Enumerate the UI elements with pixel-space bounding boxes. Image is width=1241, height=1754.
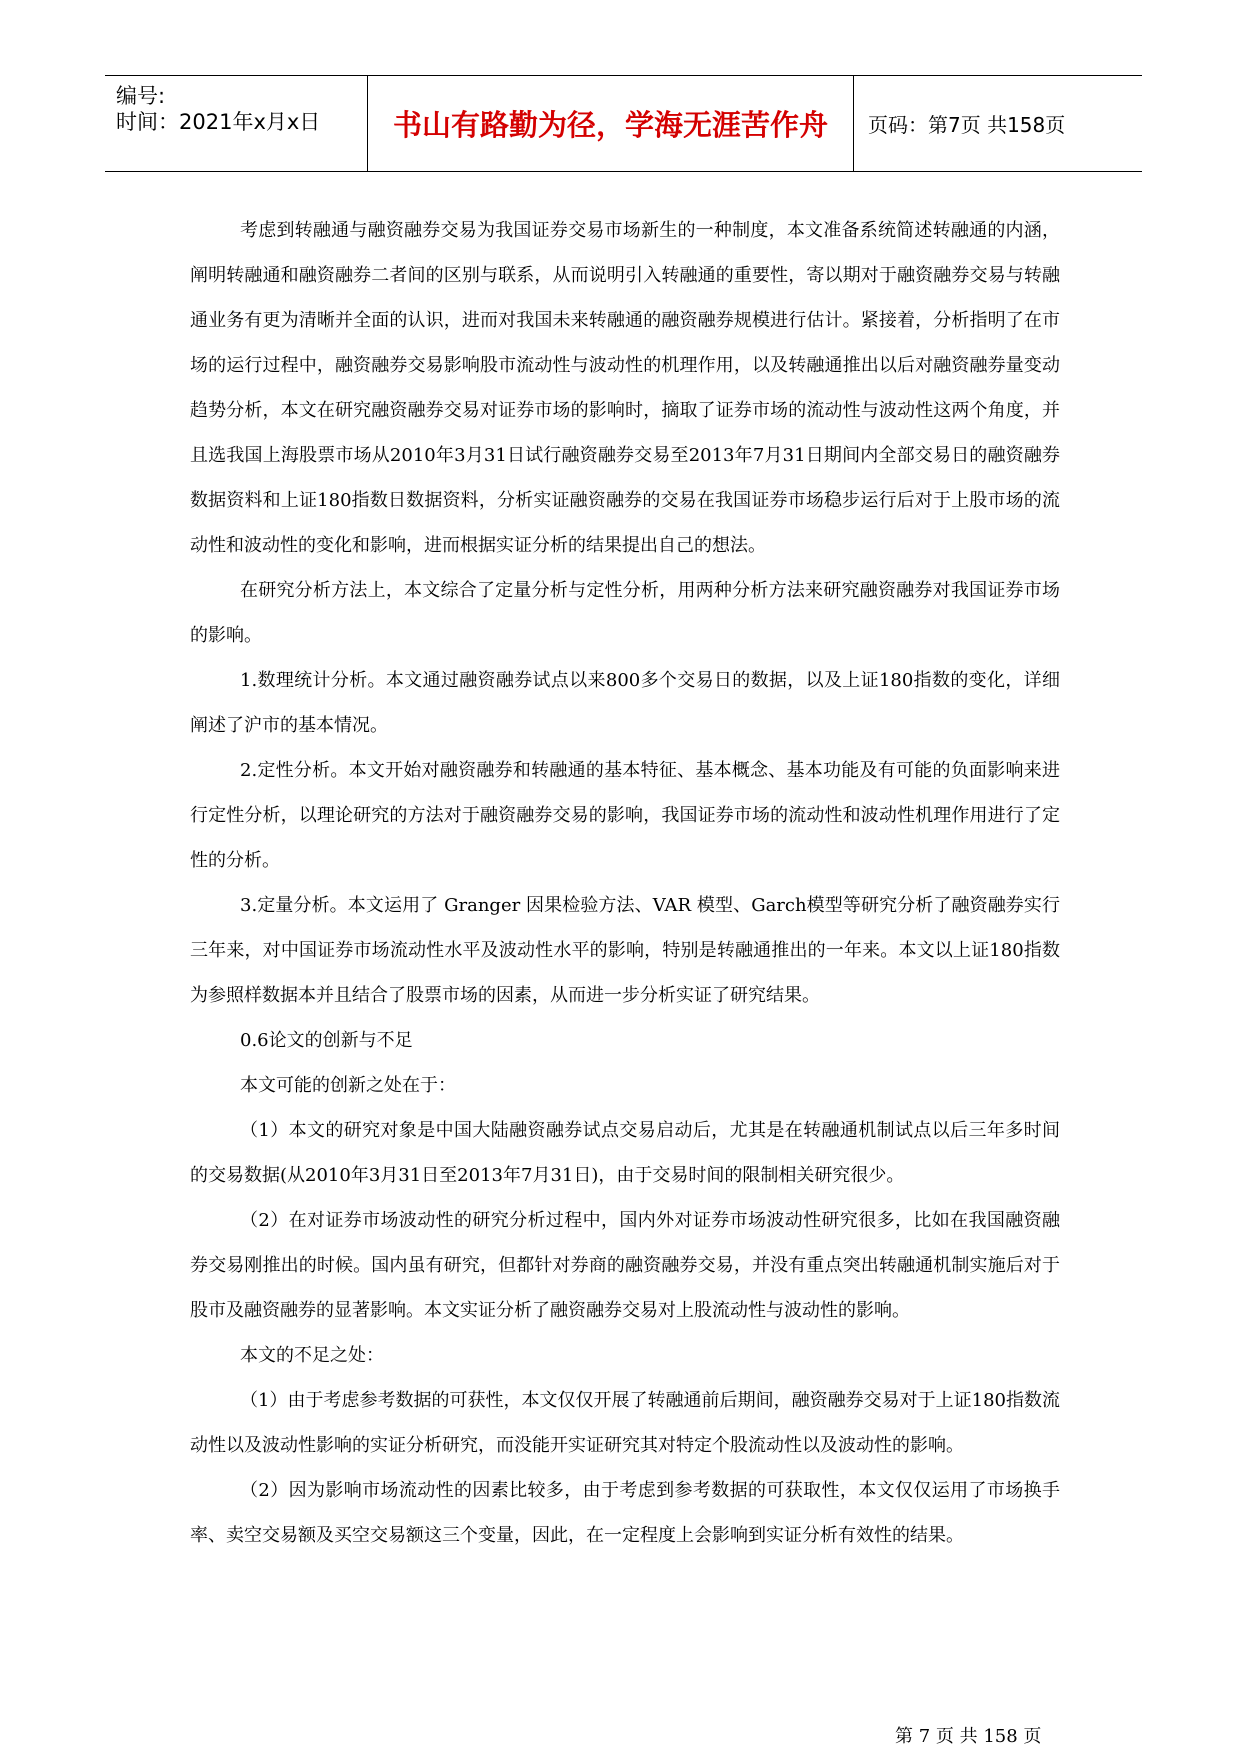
paragraph: （2）在对证券市场波动性的研究分析过程中，国内外对证券市场波动性研究很多，比如在我国融资融券交易刚推出的时候。国内虽有研究，但都针对券商的融资融券交易，并没有重点突出转融通机制实施后对于股市及融资融券的显著影响。本文实证分析了融资融券交易对上股流动性与波动性的影响。 xyxy=(190,1210,1060,1321)
paragraph: （2）因为影响市场流动性的因素比较多，由于考虑到参考数据的可获取性，本文仅仅运用了市场换手率、卖空交易额及买空交易额这三个变量，因此，在一定程度上会影响到实证分析有效性的结果。 xyxy=(190,1480,1060,1546)
paragraph: 考虑到转融通与融资融券交易为我国证券交易市场新生的一种制度，本文准备系统简述转融通的内涵，阐明转融通和融资融券二者间的区别与联系，从而说明引入转融通的重要性，寄以期对于融资融券交易与转融通业务有更为清晰并全面的认识，进而对我国未来转融通的融资融券规模进行估计。紧接着，分析指明了在市场的运行过程中，融资融券交易影响股市流动性与波动性的机理作用，以及转融通推出以后对融资融券量变动趋势分析，本文在研究融资融券交易对证券市场的影响时，摘取了证券市场的流动性与波动性这两个角度，并且选我国上海股票市场从2010年3月31日试行融资融券交易至2013年7月31日期间内全部交易日的融资融券数据资料和上证180指数日数据资料，分析实证融资融券的交易在我国证券市场稳步运行后对于上股市场的流动性和波动性的变化和影响，进而根据实证分析的结果提出自己的想法。 xyxy=(190,220,1060,556)
paragraph: 本文可能的创新之处在于： xyxy=(240,1075,456,1096)
paragraph: （1）本文的研究对象是中国大陆融资融券试点交易启动后，尤其是在转融通机制试点以后三年多时间的交易数据(从2010年3月31日至2013年7月31日)，由于交易时间的限制相关研究很少。 xyxy=(190,1120,1060,1186)
page-footer: 第 7 页 共 158 页 xyxy=(895,1726,1042,1747)
header-info-cell xyxy=(105,76,368,171)
header-motto: 书山有路勤为径，学海无涯苦作舟 xyxy=(368,76,854,171)
paragraph: 2.定性分析。本文开始对融资融券和转融通的基本特征、基本概念、基本功能及有可能的负面影响来进行定性分析，以理论研究的方法对于融资融券交易的影响，我国证券市场的流动性和波动性机理作用进行了定性的分析。 xyxy=(190,760,1060,871)
paragraph: 3.定量分析。本文运用了 Granger 因果检验方法、VAR 模型、Garch模型等研究分析了融资融券实行三年来，对中国证券市场流动性水平及波动性水平的影响，特别是转融通推出的一年来。本文以上证180指数为参照样数据本并且结合了股票市场的因素，从而进一步分析实证了研究结果。 xyxy=(190,895,1060,1006)
paragraph: （1）由于考虑参考数据的可获性，本文仅仅开展了转融通前后期间，融资融券交易对于上证180指数流动性以及波动性影响的实证分析研究，而没能开实证研究其对特定个股流动性以及波动性的影响。 xyxy=(190,1390,1060,1456)
number-label: 编号: xyxy=(116,84,166,108)
document-body xyxy=(190,208,1060,1558)
paragraph: 本文的不足之处： xyxy=(240,1345,384,1366)
paragraph: 在研究分析方法上，本文综合了定量分析与定性分析，用两种分析方法来研究融资融券对我国证券市场的影响。 xyxy=(190,580,1060,646)
section-heading: 0.6论文的创新与不足 xyxy=(240,1030,413,1051)
time-label: 时间：2021年x月x日 xyxy=(116,110,321,134)
header-table xyxy=(105,75,1142,172)
header-page-info: 页码：第7页 共158页 xyxy=(868,113,1066,137)
paragraph: 1.数理统计分析。本文通过融资融券试点以来800多个交易日的数据，以及上证180指数的变化，详细阐述了沪市的基本情况。 xyxy=(190,670,1060,736)
